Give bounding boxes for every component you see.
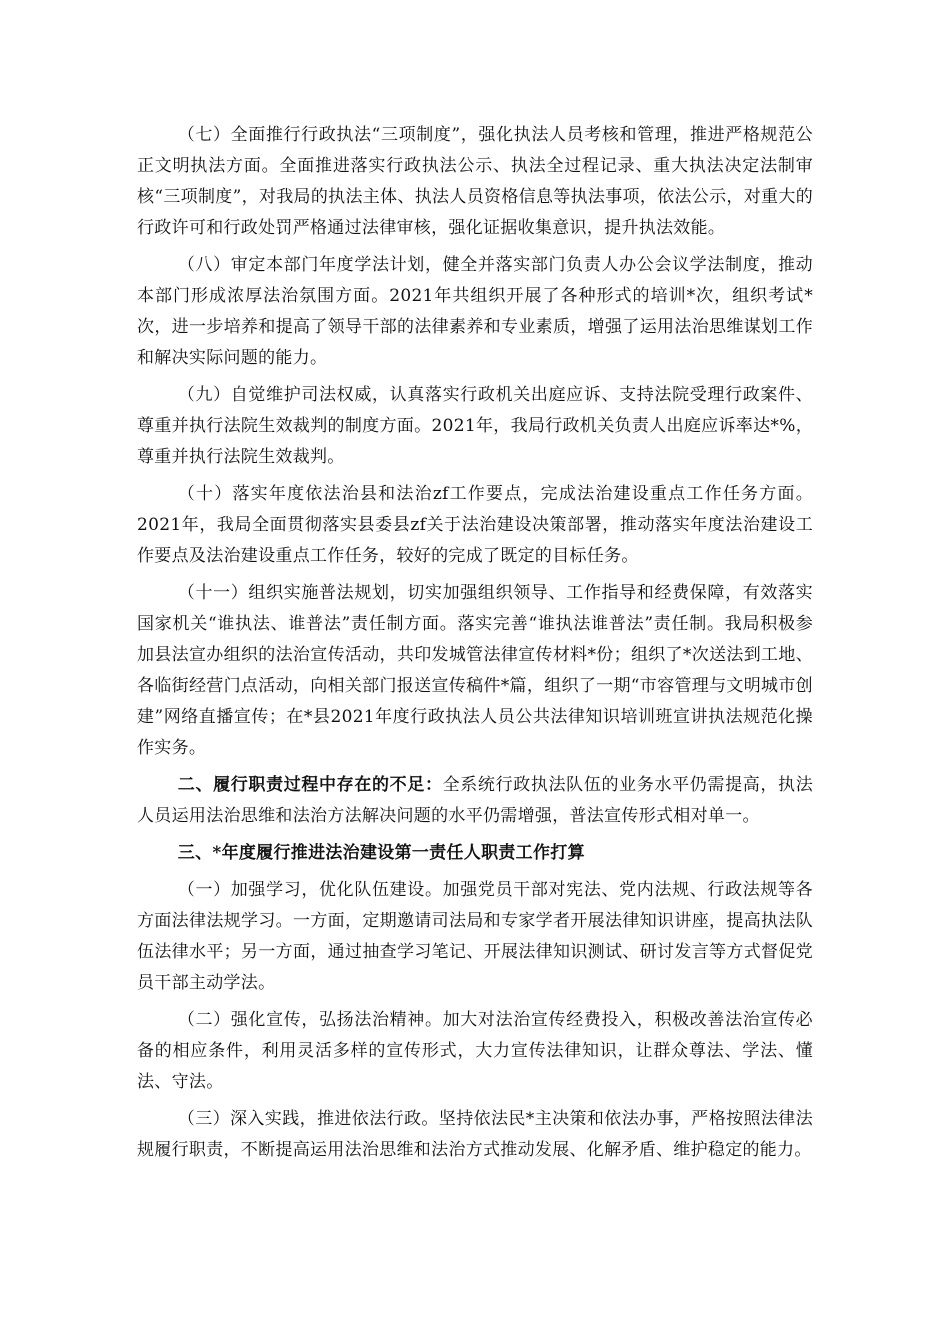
paragraph-item-9: （九）自觉维护司法权威，认真落实行政机关出庭应诉、支持法院受理行政案件、尊重并执行法院生效裁判的制度方面。2021年，我局行政机关负责人出庭应诉率达*%，尊重并执行法院生效裁判。 [137, 385, 813, 467]
section-2-lead: 二、履行职责过程中存在的不足： [177, 775, 443, 795]
paragraph-item-8: （八）审定本部门年度学法计划，健全并落实部门负责人办公会议学法制度，推动本部门形成浓厚法治氛围方面。2021年共组织开展了各种形式的培训*次，组织考试*次，进一步培养和提高了领导干部的法律素养和专业素质，增强了运用法治思维谋划工作和解决实际问题的能力。 [137, 255, 813, 368]
paragraph-item-10: （十）落实年度依法治县和法治zf工作要点，完成法治建设重点工作任务方面。2021年，我局全面贯彻落实县委县zf关于法治建设决策部署，推动落实年度法治建设工作要点及法治建设重点工作任务，较好的完成了既定的目标任务。 [137, 484, 813, 566]
section-3-heading: 三、*年度履行推进法治建设第一责任人职责工作打算 [177, 843, 585, 863]
paragraph-item-7: （七）全面推行行政执法“三项制度”，强化执法人员考核和管理，推进严格规范公正文明执法方面。全面推进落实行政执法公示、执法全过程记录、重大执法决定法制审核“三项制度”，对我局的执法主体、执法人员资格信息等执法事项，依法公示，对重大的行政许可和行政处罚严格通过法律审核，强化证据收集意识，提升执法效能。 [137, 125, 813, 238]
paragraph-item-11: （十一）组织实施普法规划，切实加强组织领导、工作指导和经费保障，有效落实国家机关“谁执法、谁普法”责任制方面。落实完善“谁执法谁普法”责任制。我局积极参加县法宣办组织的法治宣传活动，共印发城管法律宣传材料*份；组织了*次送法到工地、各临街经营门点活动，向相关部门报送宣传稿件*篇，组织了一期“市容管理与文明城市创建”网络直播宣传；在*县2021年度行政执法人员公共法律知识培训班宣讲执法规范化操作实务。 [137, 583, 813, 758]
section-2-paragraph [137, 770, 813, 832]
plan-item-1: （一）加强学习，优化队伍建设。加强党员干部对宪法、党内法规、行政法规等各方面法律法规学习。一方面，定期邀请司法局和专家学者开展法律知识讲座，提高执法队伍法律水平；另一方面，通过抽查学习笔记、开展法律知识测试、研讨发言等方式督促党员干部主动学法。 [137, 880, 813, 993]
section-2-body: 全系统行政执法队伍的业务水平仍需提高，执法人员运用法治思维和法治方法解决问题的水平仍需增强，普法宣传形式相对单一。 [137, 775, 813, 826]
plan-item-3: （三）深入实践，推进依法行政。坚持依法民*主决策和依法办事，严格按照法律法规履行职责，不断提高运用法治思维和法治方式推动发展、化解矛盾、维护稳定的能力。 [137, 1109, 813, 1160]
plan-item-2: （二）强化宣传，弘扬法治精神。加大对法治宣传经费投入，积极改善法治宣传必备的相应条件，利用灵活多样的宣传形式，大力宣传法律知识，让群众尊法、学法、懂法、守法。 [137, 1010, 813, 1092]
